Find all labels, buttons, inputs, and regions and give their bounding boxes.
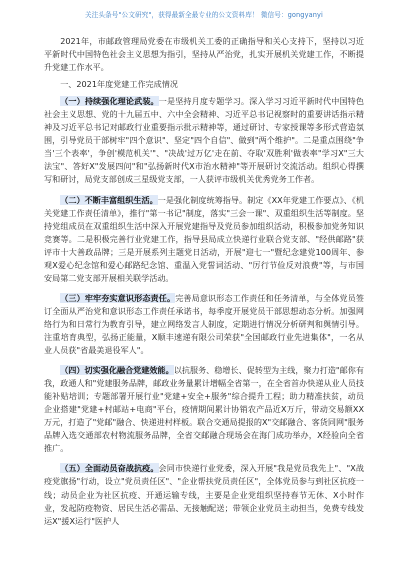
item-body: 完善局意识形态工作责任和任务清单，与全体党员签订全面从严治党和意识形态工作责任承诺书，每季度开展党员干部思想动态分析。加强网络行为和日常行为教育引导，建立网络发言人制度，定期进行情况分析研判和舆情引导。注重培育典型，弘扬正能量，X顺丰速递有限公司荣获"全国邮政行业先进集体"，一名从业人员获"省最美退役军人"。 [44,292,364,356]
item-body: 以抗服务、稳增长、促转型为主线，聚力打造"邮你有我，政通人和"党建服务品牌，邮政业务量累计增幅全省第一，在全省首办快递从业人员技能补贴培训；专题部署开展行业"党建+安全+服务"综合提升工程；助力精准扶贫，动员企业搭建"党建+村邮站+电商"平台，疫情期间累计协销农产品近X万斤，带动交易额XX万元，打造了"党邮"融合、快递进村样板。联合交通局提报的X"交邮融合、客货同网"服务品牌入选交通部农村物流服务品牌，全省交邮融合现场会在海门成功举办，X经验向全省推广。 [44,365,364,454]
item-paragraph [44,364,364,455]
item-paragraph [44,194,364,285]
item-paragraph [44,95,364,186]
item-body: 会同市快递行业党委，深入开展"我是党员我先上"、"X战疫党旗扬"行动，设立"党员责任区"、"企业帮扶党员责任区"，全体党员参与到社区抗疫一线；动员企业为社区抗疫、开通运输专线，主要是企业党组织坚持春节无休、X小时作业，发起防疫物资、居民生活必需品、无接触配送；带领企业党员主动担当，免费专线发运X"援X运行"医护人 [44,463,364,526]
item-body: 一是强化制度统筹指导。制定《XX年党建工作要点》、《机关党建工作责任清单》，推行"第一书记"制度，落实"三会一课"、双重组织生活等制度。坚持党组成员在双重组织生活中深入开展党建指导及党员参加组织活动，积极参加党务知识竞赛等。二是积极完善行业党建工作，指导县局成立快递行业联合党支部、"经供邮路"获评市十大善政品牌；三是开展系列主题党日活动，开展"迎七一"暨纪念建党100周年、参观X爱心纪念馆和爱心邮路纪念馆、重温入党誓词活动、"厉行节俭反对浪费"等，与市国安局第二党支部开展相关联学活动。 [44,194,364,283]
intro-paragraph: 2021年，市邮政管理局党委在市级机关工委的正确指导和关心支持下，坚持以习近平新时代中国特色社会主义思想为指引，坚持从严治党，扎实开展机关党建工作，不断提升党建工作水平。 [44,36,364,73]
item-paragraph [44,462,364,527]
section-heading: 一、2021年度党建工作完成情况 [60,79,178,90]
banner-text: 关注头条号"公文研究"，获得最新全最专业的公文资料库！ 微信号：gongyanyi [85,11,323,19]
top-banner [0,0,408,28]
item-body: 一是坚持月度专题学习。深入学习习近平新时代中国特色社会主义思想、党的十九届五中、六中全会精神、习近平总书记视察时的重要讲话指示精神及习近平总书记对邮政行业重要指示批示精神等，通过研讨、专家授课等多形式营造氛围，引导党员干部树牢"四个意识"、坚定"四个自信"、做到"两个维护"。二是重点围绕"争当'三个表率'，争创'模范机关'"、"决战'过万亿'走在前、夺取'双胜利'做表率"学习X"三大法宝"、答好X"发展四问"和"弘扬新时代X市治水精神"等开展研讨交流活动。组织心得撰写和研讨，局党支部创成三星级党支部，一人获评市级机关优秀党务工作者。 [44,96,364,185]
item-heading: （五）全面动员奋战抗疫。 [60,463,159,474]
item-heading: （四）切实强化融合党建效能。 [60,365,174,376]
document-body [44,35,364,528]
item-heading: （三）牢牢夯实意识形态责任。 [60,292,176,303]
item-heading: （二）不断丰富组织生活。 [60,194,158,205]
item-heading: （一）持续强化理论武装。 [60,96,159,107]
item-paragraph [44,292,364,357]
